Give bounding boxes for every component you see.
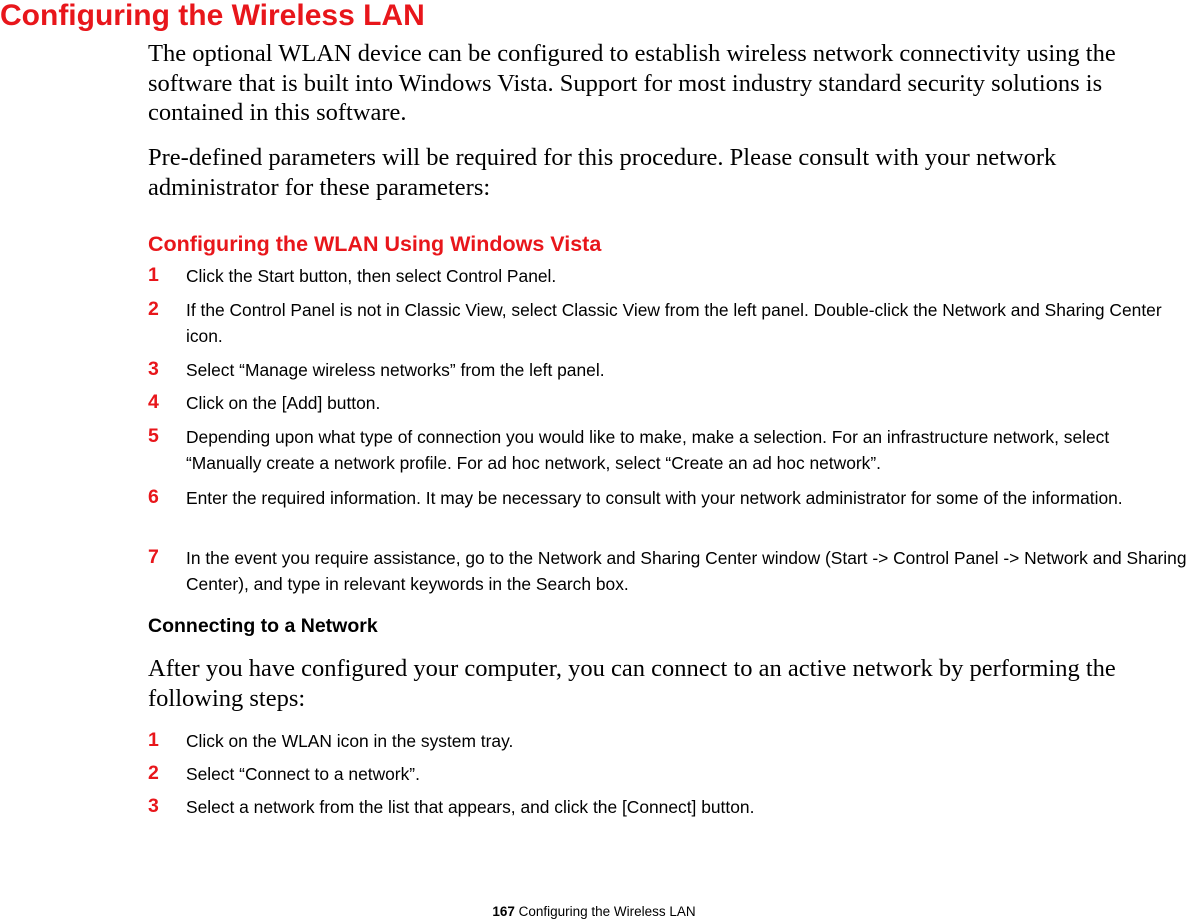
vista-section-heading: Configuring the WLAN Using Windows Vista <box>148 232 602 256</box>
connect-step <box>148 761 1188 787</box>
step-number: 1 <box>148 729 159 751</box>
footer-section-title: Configuring the Wireless LAN <box>518 904 696 919</box>
connect-paragraph: After you have configured your computer, you can connect to an active network by performing the following steps: <box>148 655 1116 712</box>
step-number: 1 <box>148 264 159 286</box>
page-footer <box>0 903 1188 920</box>
vista-step <box>148 357 1188 383</box>
step-number: 7 <box>148 546 159 568</box>
step-text: Select “Manage wireless networks” from the left panel. <box>186 360 605 380</box>
step-text: In the event you require assistance, go to the Network and Sharing Center window (Start -> Control Panel -> Network and Sharing Center), and type in relevant keywords in the Search box. <box>186 548 1187 594</box>
step-text: Enter the required information. It may be necessary to consult with your network administrator for some of the information. <box>186 488 1123 508</box>
step-text: Click on the [Add] button. <box>186 393 381 413</box>
step-text: Select “Connect to a network”. <box>186 764 420 784</box>
page-title: Configuring the Wireless LAN <box>0 0 425 32</box>
step-text: Click the Start button, then select Control Panel. <box>186 266 557 286</box>
page-number: 167 <box>492 904 515 919</box>
intro-paragraph-1: The optional WLAN device can be configured to establish wireless network connectivity using the software that is built into Windows Vista. Support for most industry standard security solutions is contained in this software. <box>148 40 1116 126</box>
step-text: Select a network from the list that appears, and click the [Connect] button. <box>186 797 755 817</box>
vista-step <box>148 545 1188 597</box>
step-number: 6 <box>148 486 159 508</box>
step-number: 3 <box>148 795 159 817</box>
step-number: 4 <box>148 391 159 413</box>
vista-step <box>148 424 1188 476</box>
connect-step <box>148 728 1188 754</box>
connect-section-heading: Connecting to a Network <box>148 615 378 637</box>
step-number: 2 <box>148 762 159 784</box>
vista-step <box>148 485 1188 511</box>
step-text: Depending upon what type of connection you would like to make, make a selection. For an infrastructure network, select “Manually create a network profile. For ad hoc network, select “Create an ad hoc network”. <box>186 427 1110 473</box>
step-text: If the Control Panel is not in Classic View, select Classic View from the left panel. Double-click the Network and Sharing Center icon. <box>186 300 1162 346</box>
step-number: 2 <box>148 298 159 320</box>
step-number: 5 <box>148 425 159 447</box>
connect-step <box>148 794 1188 820</box>
step-text: Click on the WLAN icon in the system tray. <box>186 731 514 751</box>
step-number: 3 <box>148 358 159 380</box>
vista-step <box>148 297 1188 349</box>
intro-paragraph-2: Pre-defined parameters will be required for this procedure. Please consult with your network administrator for these parameters: <box>148 144 1057 201</box>
vista-step <box>148 390 1188 416</box>
vista-step <box>148 263 1188 289</box>
